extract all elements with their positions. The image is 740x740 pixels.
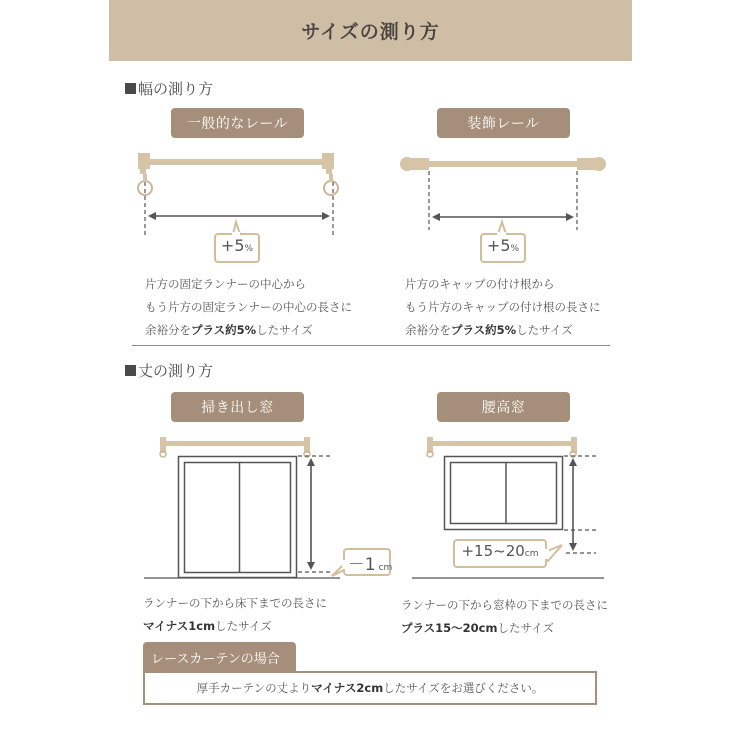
tag-sweep-window xyxy=(171,392,304,422)
desc-text: したサイズ xyxy=(516,323,573,337)
desc-line xyxy=(143,615,327,638)
desc-emphasis: プラス15～20cm xyxy=(401,621,498,635)
lace-curtain-note xyxy=(143,671,597,705)
section-divider xyxy=(132,345,610,346)
badge-unit: % xyxy=(244,244,254,254)
desc-line xyxy=(405,319,601,342)
badge-waist-window xyxy=(454,542,546,566)
badge-value: +5 xyxy=(486,236,511,255)
desc-line xyxy=(145,319,352,342)
waist-window-description xyxy=(401,594,608,640)
desc-emphasis: プラス約5% xyxy=(191,323,257,337)
desc-text: したサイズ xyxy=(256,323,313,337)
desc-text: 余裕分を xyxy=(145,323,191,337)
badge-unit: cm xyxy=(524,549,539,559)
badge-value: －1 xyxy=(347,555,376,575)
square-bullet-icon xyxy=(125,365,136,376)
length-section-title xyxy=(125,360,213,381)
desc-line: ランナーの下から床下までの長さに xyxy=(143,596,327,610)
desc-line xyxy=(401,617,608,640)
desc-emphasis: プラス約5% xyxy=(451,323,517,337)
decorative-rail-description xyxy=(405,273,601,342)
tag-waist-window xyxy=(437,392,570,422)
tag-waist-window-label: 腰高窓 xyxy=(481,400,526,416)
note-text: 厚手カーテンの丈より xyxy=(196,681,312,695)
badge-standard-rail xyxy=(215,236,259,262)
note-text: したサイズをお選びください。 xyxy=(383,681,544,695)
lace-curtain-tab-label: レースカーテンの場合 xyxy=(151,651,280,667)
badge-value: +5 xyxy=(220,236,245,255)
desc-text: 余裕分を xyxy=(405,323,451,337)
badge-decorative-rail xyxy=(481,236,525,262)
badge-unit: cm xyxy=(378,563,393,573)
desc-text: したサイズ xyxy=(497,621,555,635)
length-section-title-text: 丈の測り方 xyxy=(138,362,214,380)
desc-line: もう片方のキャップの付け根の長さに xyxy=(405,300,601,314)
desc-line: 片方の固定ランナーの中心から xyxy=(145,277,306,291)
badge-value: +15~20 xyxy=(461,542,525,560)
badge-unit: % xyxy=(510,244,520,254)
sweep-window-description xyxy=(143,592,327,638)
tag-standard-rail-label: 一般的なレール xyxy=(186,116,289,132)
desc-line: 片方のキャップの付け根から xyxy=(405,277,555,291)
tag-sweep-window-label: 掃き出し窓 xyxy=(201,400,274,416)
desc-emphasis: マイナス1cm xyxy=(143,619,216,633)
note-emphasis: マイナス2cm xyxy=(311,681,384,695)
desc-line: ランナーの下から窓枠の下までの長さに xyxy=(401,598,608,612)
tag-decorative-rail-label: 装飾レール xyxy=(467,116,540,132)
width-section-title-text: 幅の測り方 xyxy=(138,80,214,98)
standard-rail-description xyxy=(145,273,352,342)
lace-curtain-tab xyxy=(143,642,296,672)
desc-text: したサイズ xyxy=(215,619,272,633)
badge-sweep-window xyxy=(344,550,396,574)
desc-line: もう片方の固定ランナーの中心の長さに xyxy=(145,300,352,314)
page-title: サイズの測り方 xyxy=(301,21,440,43)
